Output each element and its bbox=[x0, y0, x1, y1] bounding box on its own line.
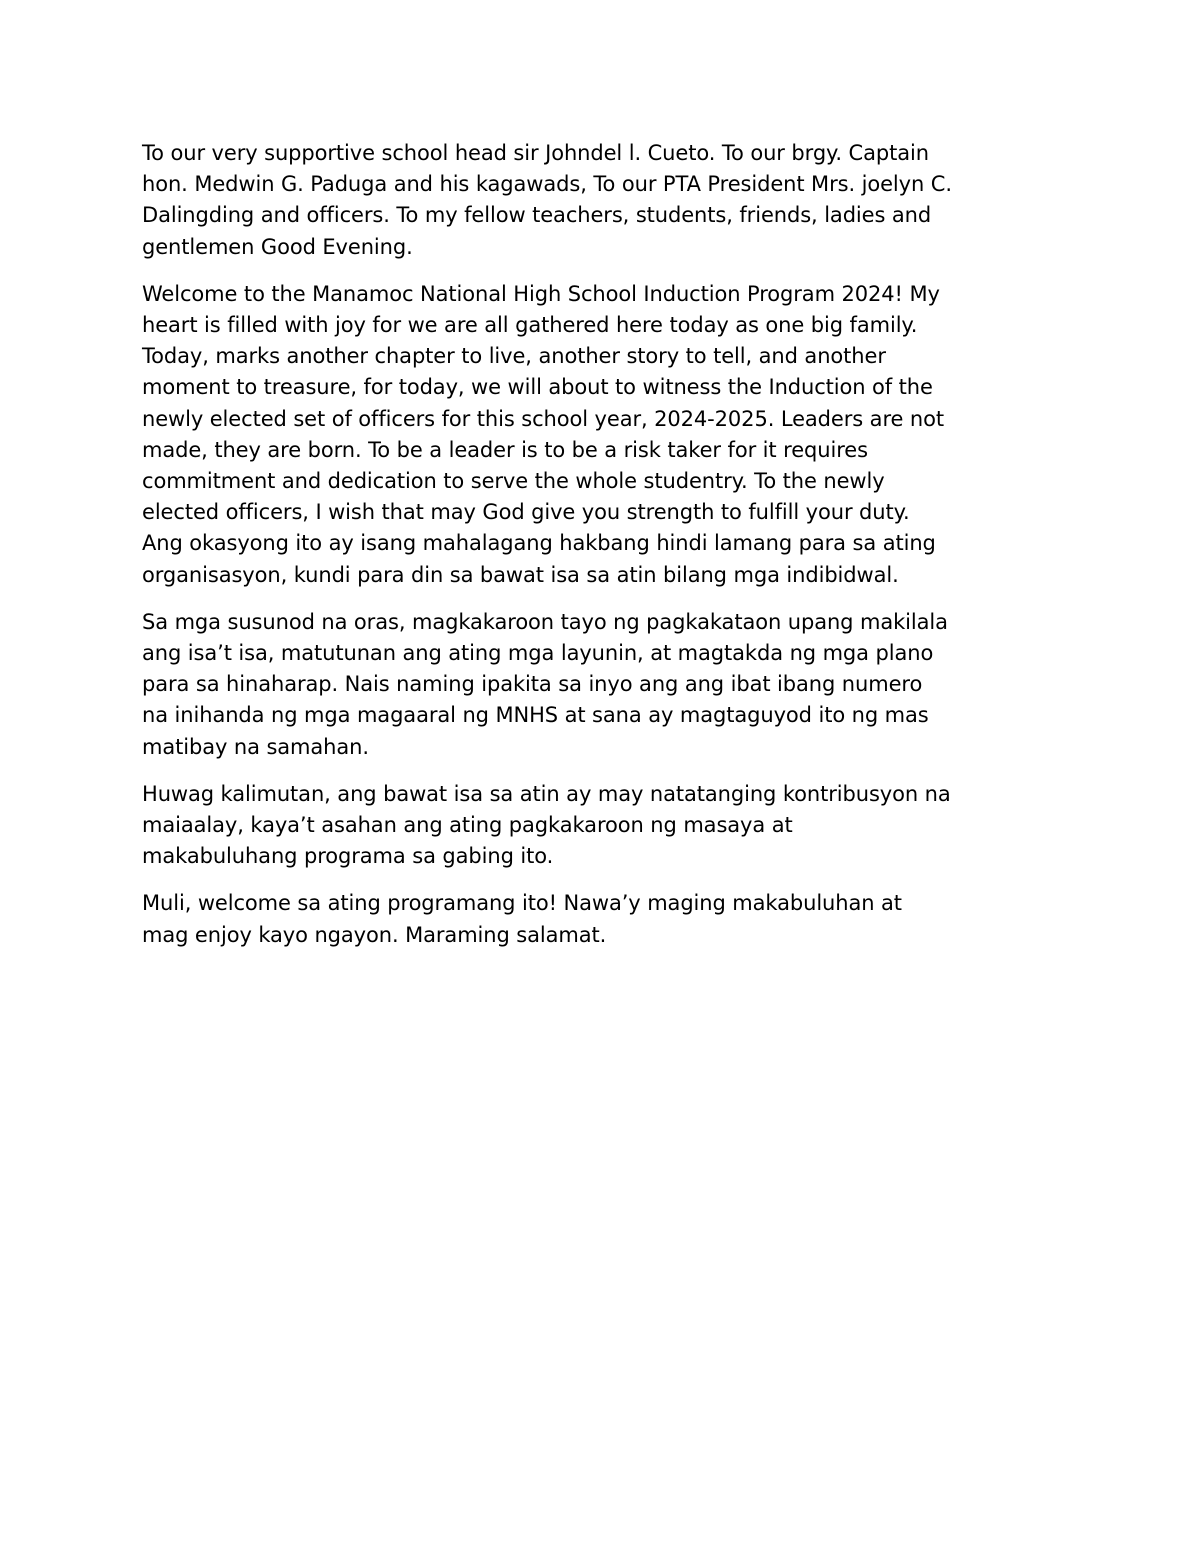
paragraph-closing bbox=[142, 888, 1072, 950]
text-line: made, they are born. To be a leader is to be a risk taker for it requires bbox=[142, 437, 868, 462]
text-line: newly elected set of officers for this school year, 2024-2025. Leaders are not bbox=[142, 406, 945, 431]
text-line: makabuluhang programa sa gabing ito. bbox=[142, 844, 554, 869]
text-line: Welcome to the Manamoc National High School Induction Program 2024! My bbox=[142, 281, 940, 306]
text-line: na inihanda ng mga magaaral ng MNHS at sana ay magtaguyod ito ng mas bbox=[142, 703, 929, 728]
paragraph-program bbox=[142, 607, 1072, 763]
text-line: Dalingding and officers. To my fellow teachers, students, friends, ladies and bbox=[142, 203, 932, 228]
text-line: mag enjoy kayo ngayon. Maraming salamat. bbox=[142, 922, 607, 947]
paragraph-greeting bbox=[142, 138, 1072, 263]
text-line: organisasyon, kundi para din sa bawat isa sa atin bilang mga indibidwal. bbox=[142, 562, 899, 587]
paragraph-reminder bbox=[142, 779, 1072, 873]
text-line: Sa mga susunod na oras, magkakaroon tayo ng pagkakataon upang makilala bbox=[142, 609, 948, 634]
text-line: Muli, welcome sa ating programang ito! Nawa’y maging makabuluhan at bbox=[142, 891, 902, 916]
text-line: hon. Medwin G. Paduga and his kagawads, To our PTA President Mrs. joelyn C. bbox=[142, 172, 952, 197]
text-line: maiaalay, kaya’t asahan ang ating pagkakaroon ng masaya at bbox=[142, 813, 793, 838]
text-line: commitment and dedication to serve the whole studentry. To the newly bbox=[142, 469, 885, 494]
text-line: To our very supportive school head sir Johndel l. Cueto. To our brgy. Captain bbox=[142, 141, 929, 165]
text-line: heart is filled with joy for we are all gathered here today as one big family. bbox=[142, 313, 918, 338]
text-line: moment to treasure, for today, we will about to witness the Induction of the bbox=[142, 375, 933, 400]
text-line: Today, marks another chapter to live, another story to tell, and another bbox=[142, 344, 886, 369]
text-line: matibay na samahan. bbox=[142, 734, 369, 759]
text-line: gentlemen Good Evening. bbox=[142, 234, 413, 259]
text-line: Huwag kalimutan, ang bawat isa sa atin ay may natatanging kontribusyon na bbox=[142, 781, 951, 806]
document-body bbox=[142, 138, 1072, 967]
text-line: ang isa’t isa, matutunan ang ating mga layunin, at magtakda ng mga plano bbox=[142, 641, 934, 666]
text-line: Ang okasyong ito ay isang mahalagang hakbang hindi lamang para sa ating bbox=[142, 531, 936, 556]
text-line: para sa hinaharap. Nais naming ipakita sa inyo ang ang ibat ibang numero bbox=[142, 672, 923, 697]
paragraph-welcome bbox=[142, 279, 1072, 591]
text-line: elected officers, I wish that may God give you strength to fulfill your duty. bbox=[142, 500, 910, 525]
